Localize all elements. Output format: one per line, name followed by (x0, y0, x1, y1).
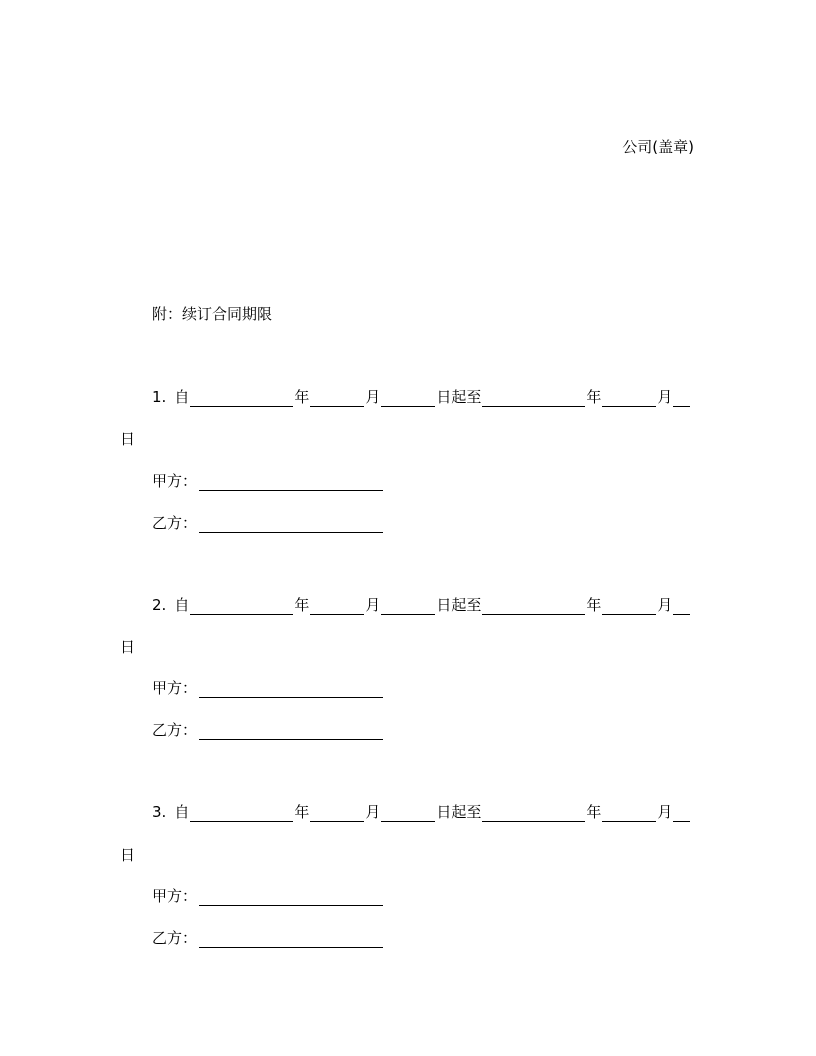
party-b-line (152, 928, 383, 948)
appendix-title: 附：续订合同期限 (152, 305, 273, 323)
start-day-blank[interactable] (381, 805, 435, 822)
day-start-label: 日起至 (436, 388, 482, 406)
term-number: 2. (152, 596, 167, 614)
day-end-label: 日 (120, 846, 136, 864)
month-label: 月 (365, 388, 381, 406)
company-stamp-label: 公司(盖章) (622, 138, 694, 156)
party-b-line (152, 513, 383, 533)
end-year-blank[interactable] (482, 805, 585, 822)
year-label: 年 (586, 596, 602, 614)
party-a-label: 甲方： (152, 472, 198, 490)
party-b-label: 乙方： (152, 721, 198, 739)
term-number: 1. (152, 388, 167, 406)
start-year-blank[interactable] (190, 805, 293, 822)
month-label: 月 (657, 596, 673, 614)
start-month-blank[interactable] (310, 390, 364, 407)
party-a-line (152, 678, 383, 698)
party-a-signature-blank[interactable] (199, 681, 383, 698)
start-day-blank[interactable] (381, 390, 435, 407)
from-label: 自 (174, 388, 190, 406)
day-end-label: 日 (120, 638, 136, 656)
end-year-blank[interactable] (482, 598, 585, 615)
party-a-signature-blank[interactable] (199, 474, 383, 491)
year-label: 年 (586, 388, 602, 406)
end-year-blank[interactable] (482, 390, 585, 407)
party-b-signature-blank[interactable] (199, 931, 383, 948)
end-month-blank[interactable] (602, 390, 656, 407)
party-b-label: 乙方： (152, 929, 198, 947)
party-a-line (152, 471, 383, 491)
party-b-label: 乙方： (152, 514, 198, 532)
term-period-line (152, 595, 697, 615)
month-label: 月 (365, 803, 381, 821)
from-label: 自 (174, 803, 190, 821)
day-start-label: 日起至 (436, 596, 482, 614)
year-label: 年 (294, 596, 310, 614)
term-period-line (152, 387, 697, 407)
term-number: 3. (152, 803, 167, 821)
month-label: 月 (657, 803, 673, 821)
party-a-label: 甲方： (152, 679, 198, 697)
party-b-signature-blank[interactable] (199, 516, 383, 533)
party-a-line (152, 886, 383, 906)
start-day-blank[interactable] (381, 598, 435, 615)
end-day-blank[interactable] (673, 805, 690, 822)
end-month-blank[interactable] (602, 598, 656, 615)
start-year-blank[interactable] (190, 390, 293, 407)
month-label: 月 (657, 388, 673, 406)
end-day-blank[interactable] (673, 390, 690, 407)
start-year-blank[interactable] (190, 598, 293, 615)
year-label: 年 (294, 388, 310, 406)
end-month-blank[interactable] (602, 805, 656, 822)
year-label: 年 (586, 803, 602, 821)
party-b-signature-blank[interactable] (199, 723, 383, 740)
month-label: 月 (365, 596, 381, 614)
year-label: 年 (294, 803, 310, 821)
end-day-blank[interactable] (673, 598, 690, 615)
party-a-signature-blank[interactable] (199, 889, 383, 906)
party-b-line (152, 720, 383, 740)
from-label: 自 (174, 596, 190, 614)
start-month-blank[interactable] (310, 805, 364, 822)
term-period-line (152, 802, 697, 822)
party-a-label: 甲方： (152, 887, 198, 905)
start-month-blank[interactable] (310, 598, 364, 615)
day-start-label: 日起至 (436, 803, 482, 821)
day-end-label: 日 (120, 430, 136, 448)
